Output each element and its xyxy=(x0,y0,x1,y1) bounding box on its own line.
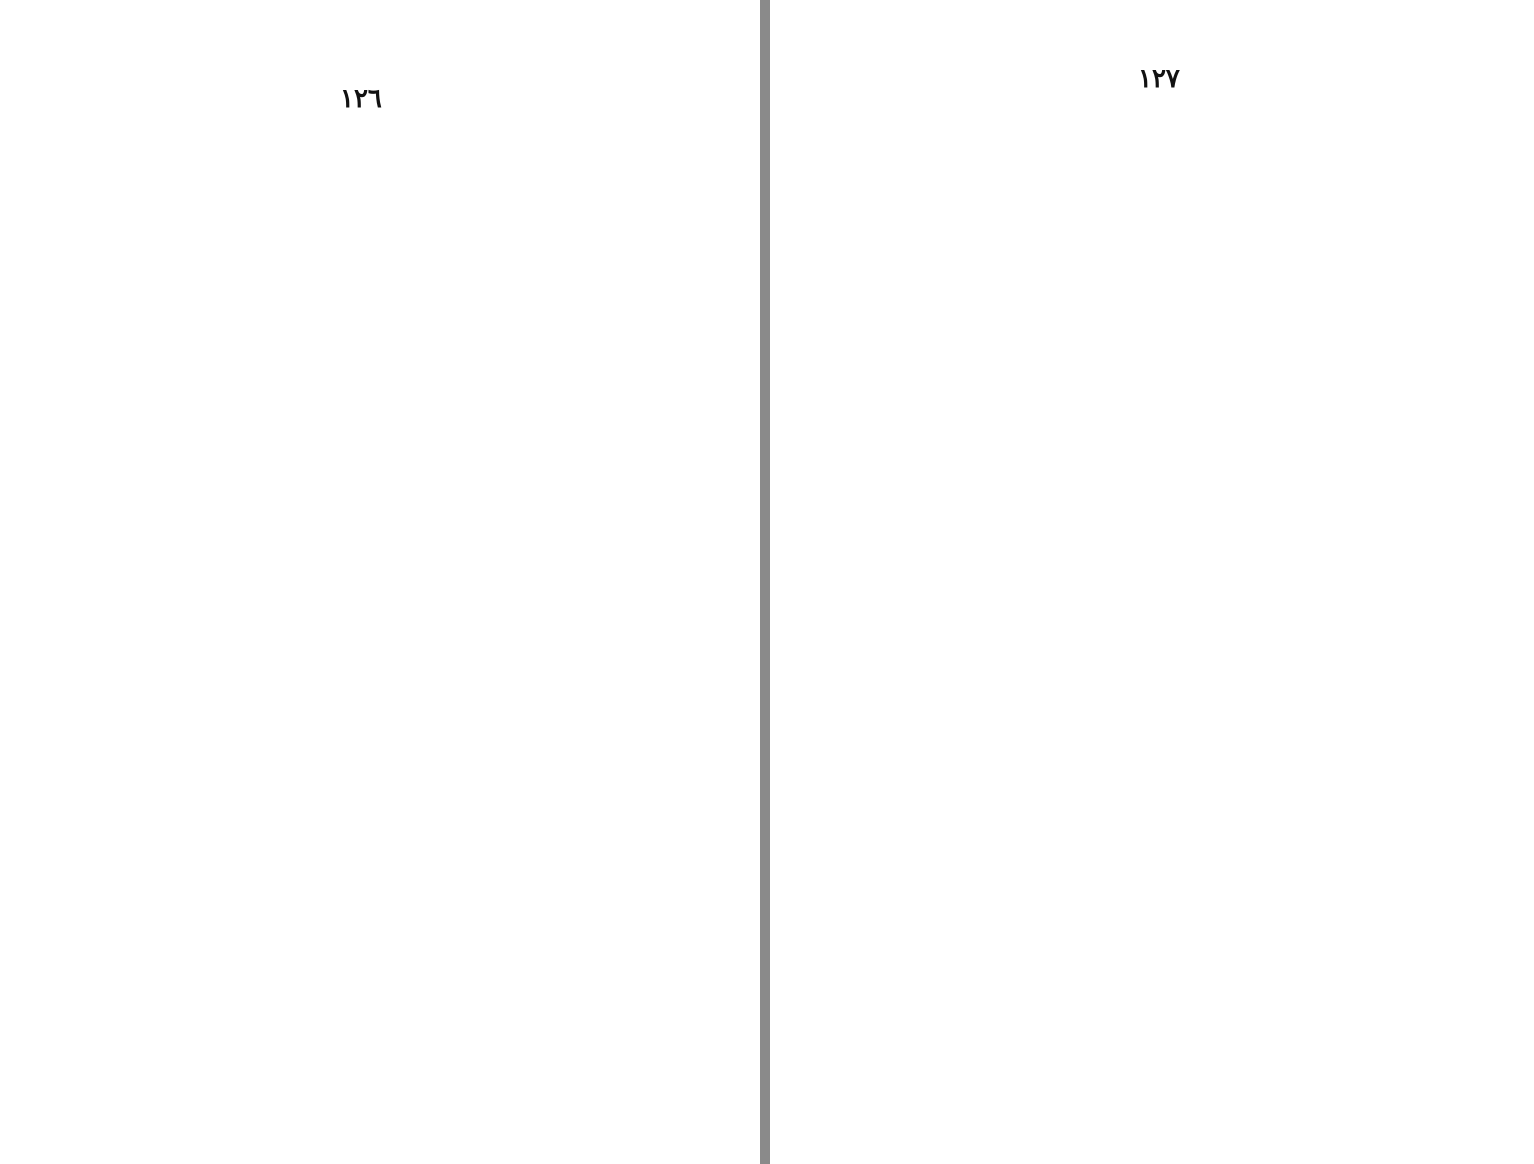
book-gutter xyxy=(760,0,770,1164)
text-line xyxy=(0,347,62,377)
text-line xyxy=(0,781,62,811)
text-line xyxy=(0,822,62,852)
text-line xyxy=(0,174,62,204)
text-line xyxy=(0,206,62,236)
text-line xyxy=(0,575,62,605)
text-line xyxy=(0,411,62,441)
left-page-number: ١٢٦ xyxy=(340,84,382,114)
right-page xyxy=(770,0,1534,1164)
text-line xyxy=(0,868,62,898)
text-line xyxy=(0,41,62,71)
left-page xyxy=(0,0,760,1164)
text-line xyxy=(0,87,62,117)
right-page-number: ١٢٧ xyxy=(1138,64,1180,94)
text-line xyxy=(0,694,62,724)
